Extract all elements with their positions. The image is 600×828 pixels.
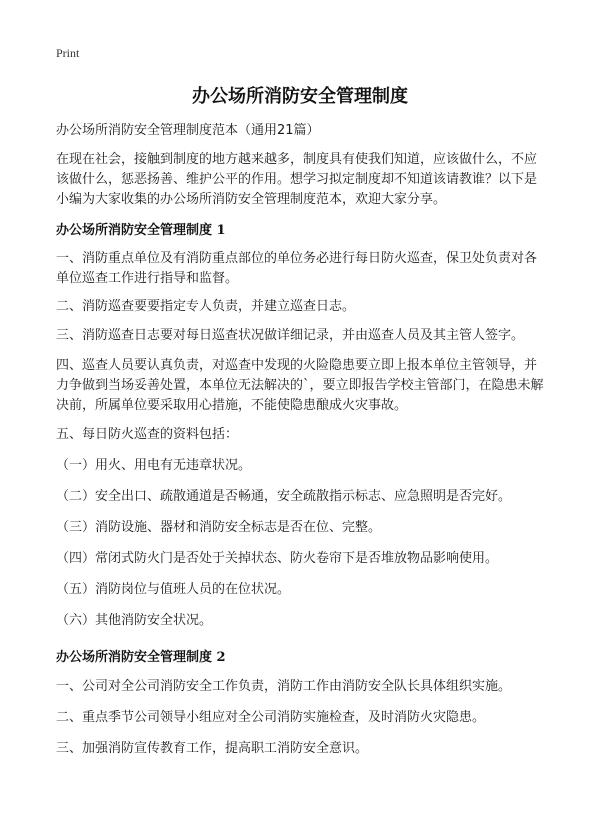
paragraph: 三、消防巡查日志要对每日巡查状况做详细记录，并由巡查人员及其主管人签字。 <box>56 328 525 343</box>
list-item: （六）其他消防安全状况。 <box>56 613 213 628</box>
paragraph: 一、消防重点单位及有消防重点部位的单位务必进行每日防火巡查，保卫处负责对各单位巡查工作进行指导和监督。 <box>56 251 538 286</box>
intro-paragraph: 在现在社会，接触到制度的地方越来越多，制度具有使我们知道，应该做什么，不应该做什么，惩恶扬善、维护公平的作用。想学习拟定制度却不知道该请教谁？以下是小编为大家收集的办公场所消防安全管理制度范本，欢迎大家分享。 <box>56 152 538 207</box>
list-item: （二）安全出口、疏散通道是否畅通，安全疏散指示标志、应急照明是否完好。 <box>56 489 512 504</box>
paragraph: 二、消防巡查要要指定专人负责，并建立巡查日志。 <box>56 299 356 314</box>
paragraph: 三、加强消防宣传教育工作，提高职工消防安全意识。 <box>56 741 369 756</box>
list-item: （三）消防设施、器材和消防安全标志是否在位、完整。 <box>56 520 382 535</box>
paragraph: 四、巡查人员要认真负责，对巡查中发现的火险隐患要立即上报本单位主管领导，并力争做到当场妥善处置，本单位无法解决的`，要立即报告学校主管部门，在隐患未解决前，所属单位要采取用心措施，不能使隐患酿成火灾事故。 <box>56 358 544 413</box>
paragraph: 二、重点季节公司领导小组应对全公司消防实施检查，及时消防火灾隐患。 <box>56 710 486 725</box>
list-item: （五）消防岗位与值班人员的在位状况。 <box>56 582 291 597</box>
section-heading-2: 办公场所消防安全管理制度 2 <box>56 650 226 665</box>
section-heading-1: 办公场所消防安全管理制度 1 <box>56 223 226 238</box>
paragraph: 一、公司对全公司消防安全工作负责，消防工作由消防安全队长具体组织实施。 <box>56 679 512 694</box>
list-item: （一）用火、用电有无违章状况。 <box>56 458 252 473</box>
document-subtitle: 办公场所消防安全管理制度范本（通用21篇） <box>56 123 320 138</box>
list-item: （四）常闭式防火门是否处于关掉状态、防火卷帘下是否堆放物品影响使用。 <box>56 551 499 566</box>
paragraph: 五、每日防火巡查的资料包括： <box>56 427 239 442</box>
document-title: 办公场所消防安全管理制度 <box>192 86 408 107</box>
print-label[interactable]: Print <box>56 46 80 60</box>
